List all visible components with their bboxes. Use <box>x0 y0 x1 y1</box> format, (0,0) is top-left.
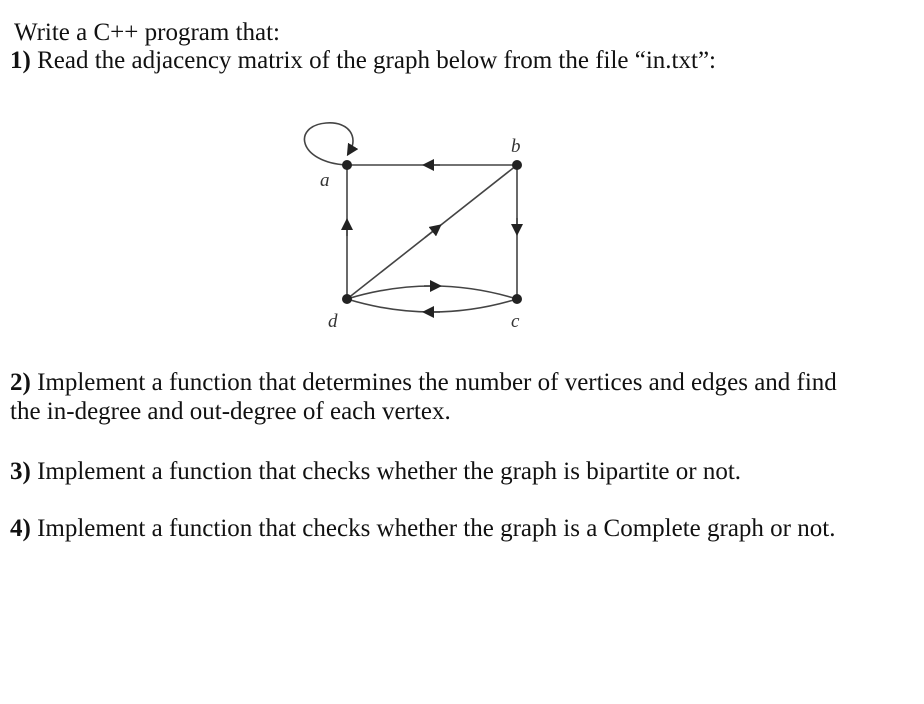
task-1-number: 1) <box>10 47 31 74</box>
vertex-a <box>342 160 352 170</box>
task-3-text: Implement a function that checks whether the graph is bipartite or not. <box>37 458 742 485</box>
vertex-label-c: c <box>511 311 520 332</box>
vertex-label-d: d <box>328 311 338 332</box>
task-4 <box>10 514 835 543</box>
directed-graph-diagram <box>290 118 550 338</box>
vertex-d <box>342 294 352 304</box>
task-4-number: 4) <box>10 515 31 542</box>
edge-d-c <box>347 286 517 299</box>
assignment-title: Write a C++ program that: <box>14 19 281 46</box>
task-2-text-line-1: Implement a function that determines the number of vertices and edges and find <box>37 369 837 396</box>
task-1 <box>10 46 716 75</box>
edge-c-d <box>347 299 517 312</box>
task-3-number: 3) <box>10 458 31 485</box>
task-1-text: Read the adjacency matrix of the graph below from the file “in.txt”: <box>37 47 716 74</box>
task-2-number: 2) <box>10 369 31 396</box>
edge-a-a <box>304 123 353 165</box>
task-4-text: Implement a function that checks whether the graph is a Complete graph or not. <box>37 515 836 542</box>
vertex-b <box>512 160 522 170</box>
edge-d-b-arrow <box>425 228 437 238</box>
vertex-c <box>512 294 522 304</box>
vertex-label-a: a <box>320 170 330 191</box>
task-2 <box>10 368 837 397</box>
task-2-continuation <box>10 397 451 426</box>
task-3 <box>10 457 741 486</box>
vertex-label-b: b <box>511 136 521 157</box>
task-2-text-line-2: the in-degree and out-degree of each vertex. <box>10 398 451 425</box>
